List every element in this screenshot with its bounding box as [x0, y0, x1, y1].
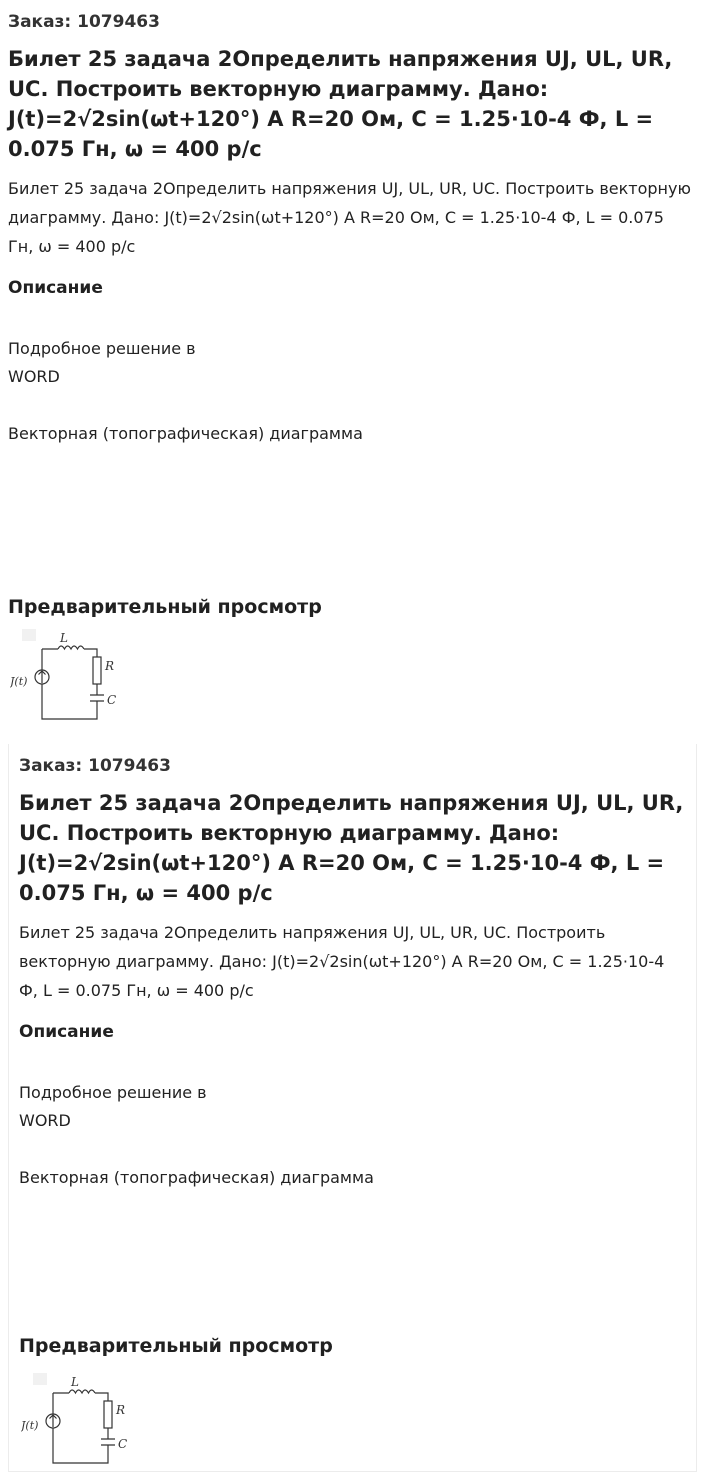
- capacitor-plates: [90, 695, 104, 701]
- order-number: Заказ: 1079463: [19, 756, 171, 776]
- description-line-solution: Подробное решение в: [8, 339, 196, 358]
- description-line-word: WORD: [8, 367, 60, 386]
- preview-heading: Предварительный просмотр: [19, 1335, 333, 1357]
- label-capacitor: C: [118, 1437, 128, 1451]
- page-title: Билет 25 задача 2Определить напряжения UJ, UL, UR, UC. Построить векторную диаграмму. Дано: J(t)=2√2sin(ωt+120°) A R=20 Ом, C = 1.25·10-4 Ф, L = 0.075 Гн, ω = 400 р/с: [8, 47, 673, 161]
- inductor-coil: [58, 646, 84, 649]
- page-title: Билет 25 задача 2Определить напряжения UJ, UL, UR, UC. Построить векторную диаграмму. Дано: J(t)=2√2sin(ωt+120°) A R=20 Ом, C = 1.25·10-4 Ф, L = 0.075 Гн, ω = 400 р/с: [19, 791, 684, 905]
- description-heading: Описание: [8, 278, 103, 298]
- label-resistor: R: [105, 659, 115, 673]
- task-description: Билет 25 задача 2Определить напряжения UJ, UL, UR, UC. Построить векторную диаграмму. Дано: J(t)=2√2sin(ωt+120°) A R=20 Ом, C = 1.25·10-4 Ф, L = 0.075 Гн, ω = 400 р/с: [8, 179, 691, 256]
- preview-corner-mark: [33, 1373, 47, 1385]
- resistor-box: [93, 657, 101, 684]
- task-description: Билет 25 задача 2Определить напряжения UJ, UL, UR, UC. Построить векторную диаграмму. Дано: J(t)=2√2sin(ωt+120°) A R=20 Ом, C = 1.25·10-4 Ф, L = 0.075 Гн, ω = 400 р/с: [19, 923, 665, 1000]
- label-source: J(t): [10, 675, 28, 688]
- capacitor-plates: [101, 1439, 115, 1445]
- label-capacitor: C: [107, 693, 117, 707]
- circuit-preview-image[interactable]: [10, 627, 125, 723]
- circuit-preview-image[interactable]: [21, 1371, 136, 1467]
- preview-corner-mark: [22, 629, 36, 641]
- label-resistor: R: [116, 1403, 126, 1417]
- description-line-solution: Подробное решение в: [19, 1083, 207, 1102]
- inductor-coil: [69, 1390, 95, 1393]
- preview-heading: Предварительный просмотр: [8, 596, 322, 618]
- label-inductor: L: [60, 631, 68, 645]
- label-inductor: L: [71, 1375, 79, 1389]
- description-line-word: WORD: [19, 1111, 71, 1130]
- product-panel-bottom: [8, 744, 697, 1472]
- order-number: Заказ: 1079463: [8, 12, 160, 32]
- resistor-box: [104, 1401, 112, 1428]
- description-heading: Описание: [19, 1022, 114, 1042]
- description-line-diagram: Векторная (топографическая) диаграмма: [19, 1168, 374, 1187]
- description-line-diagram: Векторная (топографическая) диаграмма: [8, 424, 363, 443]
- label-source: J(t): [21, 1419, 39, 1432]
- product-panel-top: [0, 0, 701, 735]
